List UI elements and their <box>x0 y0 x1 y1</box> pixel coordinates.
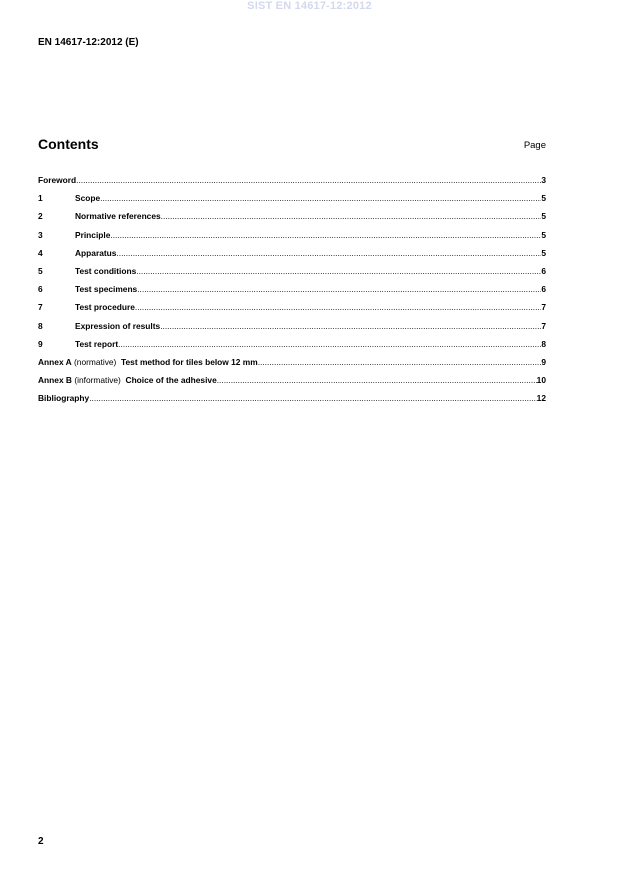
toc-entry-number: 8 <box>38 320 43 331</box>
toc-entry-label: Foreword <box>38 175 77 185</box>
toc-entry-test-report[interactable] <box>38 339 546 357</box>
toc-entry-page: 8 <box>541 338 546 349</box>
toc-entry-number: 2 <box>38 211 43 222</box>
toc-annex-note-text: (informative) <box>74 375 121 386</box>
toc-leader-dots <box>110 230 541 240</box>
toc-entry-page: 7 <box>541 302 546 313</box>
contents-heading: Contents <box>38 136 99 152</box>
toc-leader-dots <box>100 193 541 203</box>
toc-annex-label: Annex B <box>38 375 72 386</box>
toc-entry-number: 7 <box>38 302 43 313</box>
toc-entry-page: 7 <box>541 320 546 331</box>
toc-leader-dots <box>161 211 542 221</box>
toc-entry-annex-a[interactable] <box>38 357 546 375</box>
toc-entry-label: Principle <box>75 229 111 240</box>
toc-entry-number: 5 <box>38 265 43 276</box>
toc-leader-dots <box>116 248 541 258</box>
toc-entry-page: 6 <box>541 284 546 295</box>
toc-leader-dots <box>118 339 541 349</box>
toc-entry-number: 6 <box>38 284 43 295</box>
toc-entry-page: 12 <box>536 393 546 404</box>
toc-entry-label: Apparatus <box>75 247 117 258</box>
toc-entry-page: 3 <box>541 175 546 185</box>
toc-leader-dots <box>89 393 536 403</box>
toc-leader-dots <box>160 321 541 331</box>
toc-entry-apparatus[interactable] <box>38 248 546 266</box>
toc-entry-page: 6 <box>541 265 546 276</box>
toc-entry-number: 1 <box>38 193 43 204</box>
toc-entry-test-procedure[interactable] <box>38 302 546 320</box>
toc-annex-label: Annex A <box>38 356 72 367</box>
toc-annex-title: Test method for tiles below 12 mm <box>121 356 258 367</box>
toc-leader-dots <box>136 266 541 276</box>
toc-annex-note <box>72 375 126 385</box>
toc-entry-label: Normative references <box>75 211 161 222</box>
toc-entry-label: Test specimens <box>75 284 138 295</box>
toc-entry-expression-of-results[interactable] <box>38 321 546 339</box>
toc-entry-bibliography[interactable] <box>38 393 546 411</box>
page-column-label: Page <box>523 140 546 151</box>
toc-entry-test-specimens[interactable] <box>38 284 546 302</box>
toc-entry-foreword[interactable] <box>38 175 546 193</box>
toc-entry-label: Test report <box>75 338 119 349</box>
toc-entry-number: 4 <box>38 247 43 258</box>
toc-entry-page: 5 <box>541 193 546 204</box>
toc-entry-page: 10 <box>536 375 546 386</box>
toc-leader-dots <box>217 375 537 385</box>
toc-entry-number: 3 <box>38 229 43 240</box>
toc-leader-dots <box>76 175 541 185</box>
toc-entry-page: 9 <box>541 356 546 367</box>
toc-entry-label: Test conditions <box>75 265 137 276</box>
toc-annex-title: Choice of the adhesive <box>125 375 217 386</box>
page-number: 2 <box>38 836 44 847</box>
toc-entry-page: 5 <box>541 229 546 240</box>
toc-entry-label: Scope <box>75 193 101 204</box>
toc-annex-note-text: (normative) <box>74 356 117 367</box>
document-id-header: EN 14617-12:2012 (E) <box>38 37 139 48</box>
watermark-text: SIST EN 14617-12:2012 <box>247 0 372 12</box>
toc-entry-label: Bibliography <box>38 393 90 404</box>
toc-leader-dots <box>258 357 542 367</box>
toc-annex-note <box>72 357 121 367</box>
toc-entry-page: 5 <box>541 247 546 258</box>
table-of-contents <box>38 175 546 411</box>
toc-leader-dots <box>135 302 541 312</box>
toc-entry-principle[interactable] <box>38 230 546 248</box>
toc-entry-normative-references[interactable] <box>38 211 546 229</box>
toc-entry-annex-b[interactable] <box>38 375 546 393</box>
toc-entry-number: 9 <box>38 338 43 349</box>
toc-entry-label: Test procedure <box>75 302 135 313</box>
toc-leader-dots <box>137 284 541 294</box>
toc-entry-scope[interactable] <box>38 193 546 211</box>
toc-entry-label: Expression of results <box>75 320 161 331</box>
toc-entry-test-conditions[interactable] <box>38 266 546 284</box>
toc-entry-page: 5 <box>541 211 546 222</box>
